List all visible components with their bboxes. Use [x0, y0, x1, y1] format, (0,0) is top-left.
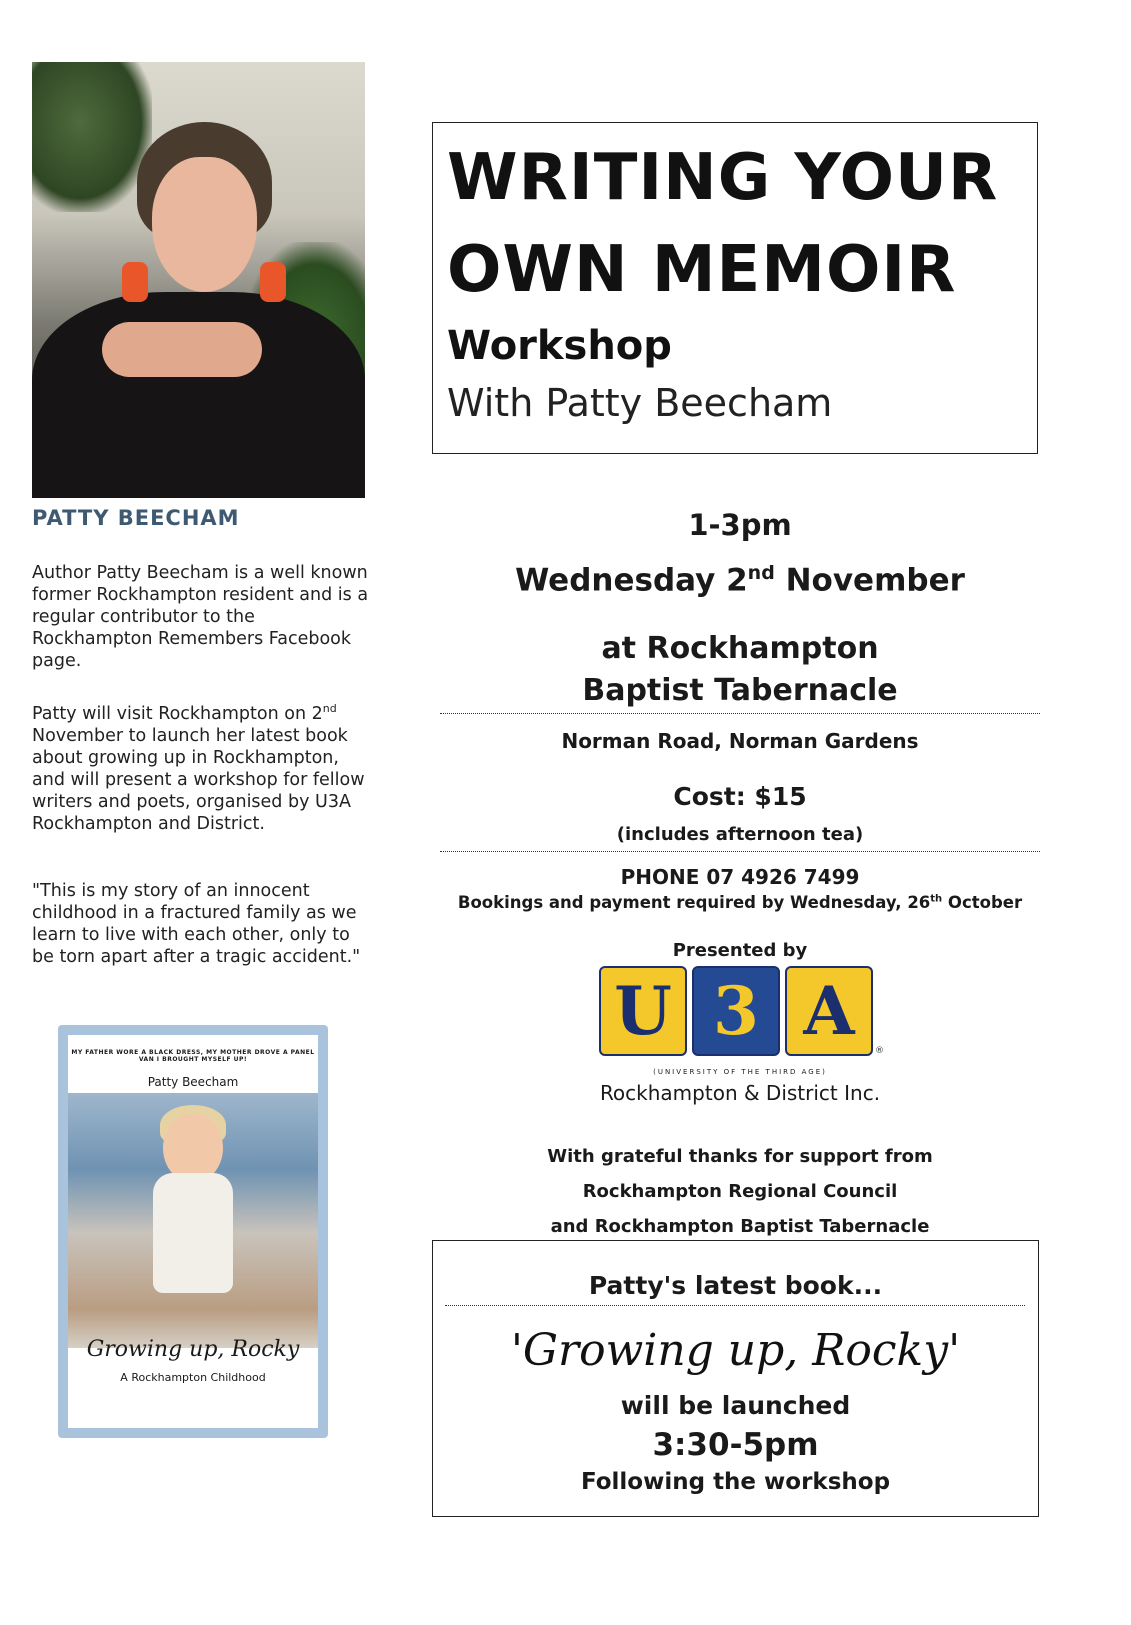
booking-deadline-suffix: th: [930, 893, 943, 905]
book-launch-box: [432, 1240, 1039, 1517]
launch-text: will be launched: [620, 1391, 851, 1420]
event-date-month: November: [774, 562, 965, 599]
event-time: 1-3pm: [688, 508, 792, 542]
title-box: [432, 122, 1038, 454]
booking-deadline-start: Bookings and payment required by Wednesday, 26: [457, 893, 931, 912]
registered-mark: ®: [875, 1046, 884, 1056]
event-date-suffix: nd: [747, 562, 775, 584]
launch-following-note: Following the workshop: [580, 1469, 891, 1495]
venue-line-2: Baptist Tabernacle: [582, 673, 898, 708]
thanks-line-1: With grateful thanks for support from: [547, 1146, 933, 1167]
book-cover-tagline: MY FATHER WORE A BLACK DRESS, MY MOTHER DROVE A PANEL VAN I BROUGHT MYSELF UP!: [71, 1049, 315, 1063]
book-quote: "This is my story of an innocent childhood in a fractured family as we learn to live with each other, only to be torn apart after a tragic accident.": [32, 881, 361, 967]
event-cost: Cost: $15: [673, 782, 807, 811]
visit-date-suffix: nd: [322, 702, 337, 715]
book-cover-author: Patty Beecham: [147, 1075, 239, 1089]
divider: [440, 851, 1040, 852]
divider: [440, 713, 1040, 714]
booking-deadline: [440, 893, 1040, 912]
book-cover-photo: [68, 1093, 318, 1348]
book-cover-image: [58, 1025, 328, 1438]
presenter-label: With Patty Beecham: [447, 381, 833, 425]
author-portrait-photo: [32, 62, 365, 498]
visit-text-start: Patty will visit Rockhampton on 2: [32, 703, 323, 724]
author-heading: PATTY BEECHAM: [32, 506, 240, 530]
title-line-2: OWN MEMOIR: [447, 233, 957, 307]
visit-text-rest: November to launch her latest book about growing up in Rockhampton, and will present a workshop for fellow writers and poets, organised by U3A Rockhampton and District.: [32, 725, 365, 834]
venue-line-1: at Rockhampton: [601, 631, 879, 666]
event-date-start: Wednesday 2: [515, 562, 748, 599]
booking-phone: PHONE 07 4926 7499: [620, 865, 860, 889]
thanks-line-3: and Rockhampton Baptist Tabernacle: [550, 1216, 930, 1237]
presented-by-label: Presented by: [672, 940, 808, 961]
workshop-label: Workshop: [447, 323, 672, 369]
launch-heading: Patty's latest book...: [588, 1271, 883, 1300]
thanks-line-2: Rockhampton Regional Council: [582, 1181, 898, 1202]
u3a-letter-u: U: [599, 966, 687, 1056]
u3a-letter-3: 3: [692, 966, 780, 1056]
book-cover-subtitle: A Rockhampton Childhood: [120, 1371, 266, 1384]
u3a-logo: [599, 966, 889, 1061]
u3a-organisation-name: Rockhampton & District Inc.: [599, 1081, 881, 1105]
venue-address: Norman Road, Norman Gardens: [561, 729, 919, 753]
book-cover-title: Growing up, Rocky: [86, 1337, 300, 1362]
launch-book-title: 'Growing up, Rocky': [510, 1325, 961, 1376]
event-date: [440, 562, 1040, 598]
title-line-1: WRITING YOUR: [447, 141, 999, 215]
u3a-letter-a: A: [785, 966, 873, 1056]
author-visit-paragraph: [32, 698, 372, 835]
divider: [445, 1305, 1025, 1306]
u3a-subtitle: (UNIVERSITY OF THE THIRD AGE): [653, 1068, 827, 1076]
booking-deadline-month: October: [942, 893, 1023, 912]
launch-time: 3:30-5pm: [652, 1427, 819, 1463]
author-bio-paragraph: Author Patty Beecham is a well known former Rockhampton resident and is a regular contributor to the Rockhampton Remembers Facebook page.: [32, 563, 369, 671]
cost-note: (includes afternoon tea): [616, 824, 864, 845]
